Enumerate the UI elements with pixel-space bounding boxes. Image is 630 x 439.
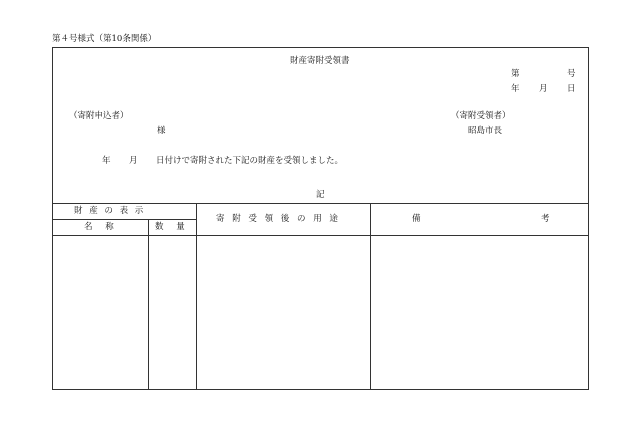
- header-name: 名 称: [84, 222, 114, 232]
- recipient-name: 昭島市長: [468, 126, 503, 136]
- ki-label: 記: [316, 190, 325, 200]
- number-suffix: 号: [567, 69, 576, 79]
- statement-text: 日付けで寄附された下記の財産を受領しました。: [156, 156, 344, 166]
- table-header-bottom-line: [52, 235, 589, 236]
- header-remarks-1: 備: [412, 214, 421, 224]
- header-quantity: 数 量: [155, 222, 185, 232]
- document-title: 財産寄附受領書: [290, 56, 350, 66]
- date-day: 日: [567, 84, 576, 94]
- form-number-label: 第４号様式（第10条関係）: [52, 34, 157, 44]
- header-remarks-2: 考: [541, 214, 550, 224]
- number-prefix: 第: [511, 69, 520, 79]
- date-year: 年: [511, 84, 520, 94]
- table-top-line: [52, 203, 589, 204]
- applicant-label: （寄附申込者）: [69, 111, 129, 121]
- usage-remarks-divider: [370, 203, 371, 390]
- honorific: 様: [157, 126, 166, 136]
- date-month: 月: [539, 84, 548, 94]
- header-usage: 寄 附 受 領 後 の 用 途: [216, 214, 338, 224]
- name-quantity-divider: [148, 219, 149, 390]
- header-property-display: 財 産 の 表 示: [74, 206, 144, 216]
- property-subheader-line: [52, 219, 197, 220]
- statement-month: 月: [129, 156, 138, 166]
- property-usage-divider: [196, 203, 197, 390]
- statement-year: 年: [102, 156, 111, 166]
- recipient-label: （寄附受領者）: [451, 111, 511, 121]
